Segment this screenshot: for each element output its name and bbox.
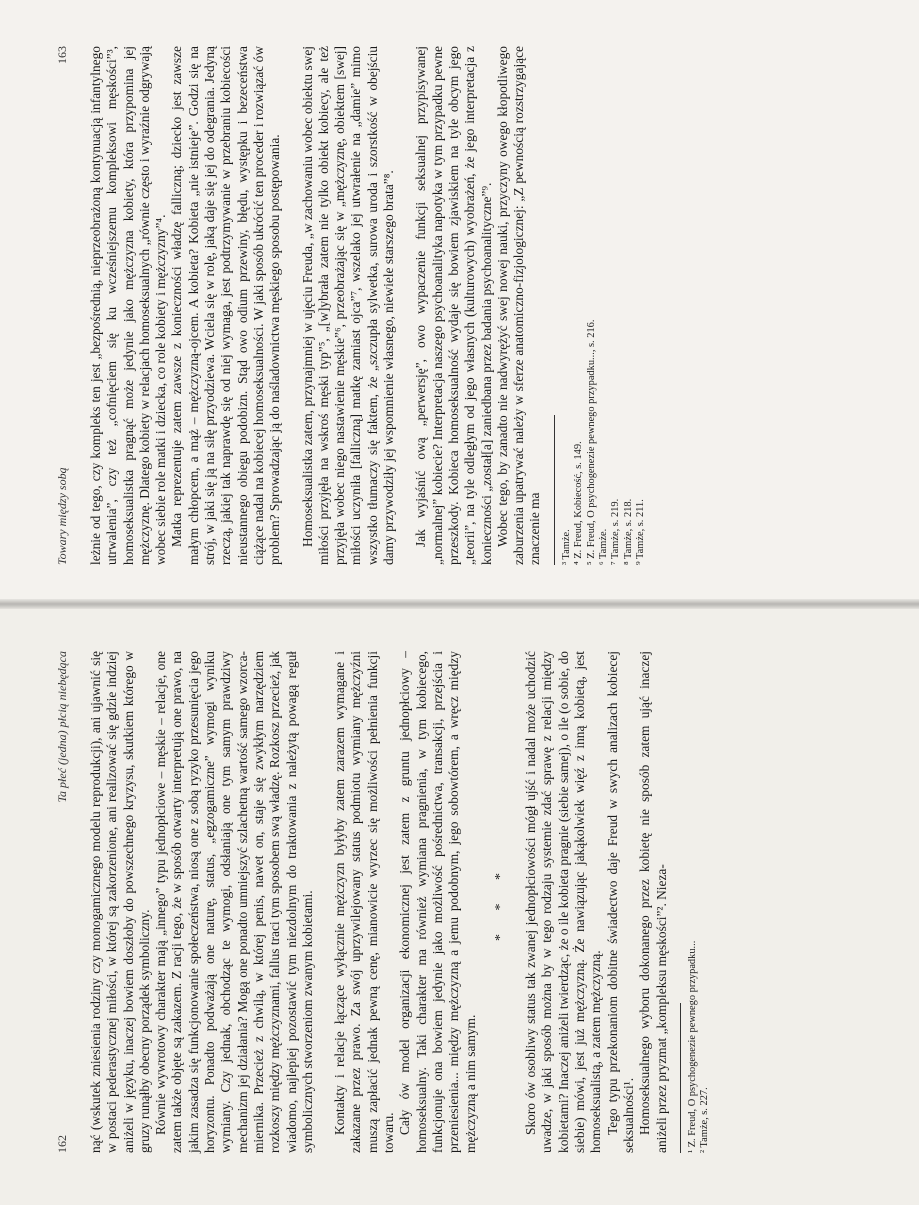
book-spine-shadow bbox=[0, 599, 919, 609]
footnote: ⁷ Tamże, s. 219. bbox=[610, 498, 622, 565]
footnote: ⁶ Tamże. bbox=[597, 528, 609, 565]
paragraph: Kontakty i relacje łączące wyłącznie mężczyzn byłyby zatem zarazem wymagane i zakazane przez prawo. Za swój uprzywilejowany status podmiotu wymiany mężczyźni muszą zapłacić jednak pewną cenę, mianowicie wyrzec się możliwości pełnienia funkcji towaru. bbox=[332, 651, 397, 1153]
left-footnotes bbox=[687, 651, 712, 1153]
paragraph: Równie wywrotowy charakter mają „innego” typu jednopłciowe – męskie – relacje, one zatem także objęte są zakazem. Z racji tego, że w sposób otwarty interpretują one prawo, na jakim zasadza się funkcjonowanie społeczeństwa, niosą one z sobą ryzyko przesunięcia jego horyzontu. Ponadto podważają one naturę, status, „egzogamiczne” wymogi wyniku wymiany. Czy jednak, obchodząc te wymogi, odsłaniają one tym samym prawdziwy mechanizm jej działania? Mogą one ponadto umniejszyć szlachetną wartość samego wzorca-miernika. Przecież z chwilą, w której penis, nawet on, staje się zwykłym narzędziem rozkoszy między mężczyznami, fallus traci tym sposobem swą władzę. Rozkosz przecież, jak wiadomo, najlepiej pozostawić tym niezdolnym do traktowania z należytą powagą reguł symbolicznych stworzeniom zwanym kobietami. bbox=[153, 651, 315, 1153]
left-body bbox=[88, 651, 670, 1153]
left-page bbox=[0, 605, 919, 1205]
left-header bbox=[55, 651, 70, 1153]
paragraph: Homoseksualistka zatem, przynajmniej w ujęciu Freuda, „w zachowaniu wobec obiektu swej miłości przyjęła na wskroś męski typ”⁵, „[w]ybrała zatem nie tylko obiekt kobiecy, ale też przyjęła wobec niego nastawienie męskie”⁶, przeobrażając się w „mężczyznę, obiektem [swej] miłości uczyniła [falliczną] matkę zamiast ojca”⁷, wszelako jej utwrałenie na „damie” mimo wszystko tłumaczy się faktem, że „szczupła sylwetka, surowa uroda i szorstkość w obejściu damy przywodziły jej wspomnienie własnego, niewiele starszego brata”⁸. bbox=[299, 46, 397, 565]
footnote: ⁸ Tamże, s. 218. bbox=[622, 498, 634, 565]
footnote: ² Tamże, s. 227. bbox=[699, 1087, 711, 1153]
left-page-number: 162 bbox=[55, 1135, 69, 1153]
paragraph: Jak wyjaśnić ową „perwersję”, owo wypaczenie funkcji seksualnej przypisywanej „normalnej” kobiecie? Interpretacja naszego psychoanalityka napotyka w tym przypadku pewne przeszkody. Kobieca homoseksualność wydaje się bowiem zjawiskiem na tyle obcym jego „teorii”, na tyle odległym od jego własnych (kulturowych) wyobrażeń, że jego interpretacja z konieczności „został[a] zaniedbana przez badania psychoanalityczne”⁹. bbox=[413, 46, 494, 565]
section-break: * * * bbox=[492, 863, 508, 941]
paragraph: Skoro ów osobliwy status tak zwanej jednopłciowości mógł ujść i nadal może uchodzić uwadze, w jaki sposób można by w tego rodzaju systemie zdać sprawę z relacji między kobietami? Inaczej aniżeli twierdząc, że o ile kobieta pragnie (siebie samej), o ile (o sobie, do siebie) mówi, jest już mężczyzną. Że nawiązując jakąkolwiek więź z inną kobietą, jest homoseksualistą, a zatem mężczyzną. bbox=[523, 651, 604, 1153]
paragraph: Wobec tego, by zanadto nie nadwyrężyć swej nowej nauki, przyczyny owego kłopotliwego zaburzenia upatrywać należy w sferze anatomiczno-fizjologicznej: „Z pewnością rozstrzygające znaczenie ma bbox=[494, 46, 543, 565]
paragraph: Matka reprezentuje zatem zawsze z konieczności władzę falliczną; dziecko jest zawsze małym chłopcem, a mąż – mężczyzną-ojcem. A kobieta? Kobieta „nie istnieje”. Godzi się na strój, w jaki się ją na siłę przyodziewa. Wciela się w rolę, jaką daje się jej do odegrania. Jedyną rzeczą, jakiej tak naprawdę się od niej wymaga, jest podtrzymywanie w przebraniu kobiecości nieustannego obiegu podobizn. Stąd owo odium przewiny, błędu, występku i bezeceństwa ciążące nadal na kobiecej homoseksualności. W jaki sposób ukrócić ten proceder i rozwiązać ów problem? Sprowadzając ją do naśladownictwa męskiego sposobu postępowania. bbox=[169, 46, 283, 565]
right-header bbox=[55, 46, 70, 565]
right-body bbox=[88, 46, 544, 565]
footnote: ³ Tamże. bbox=[560, 529, 572, 565]
right-footnotes bbox=[561, 46, 648, 565]
paragraph: nąć (wskutek zniesienia rodziny czy monogamicznego modelu reprodukcji), ani ujawnić się w postaci pederastycznej miłości, w której są zakorzenione, ani realizować się gdzie indziej aniżeli w języku, inaczej bowiem doszłoby do powszechnego kryzysu, skutkiem którego w gruzy runąłby obecny porządek symboliczny. bbox=[88, 651, 152, 1153]
footnote-rule bbox=[680, 1003, 681, 1153]
paragraph: Cały ów model organizacji ekonomicznej jest zatem z gruntu jednopłciowy – homoseksualny. Taki charakter ma również wymiana pragnienia, w tym kobiecego, funkcjonuje ona bowiem jedynie jako możliwość pośrednictwa, transakcji, przejścia i przeniesienia... między mężczyzną a jemu podobnym, jego sobowtórem, a wręcz między mężczyzną a nim samym. bbox=[397, 651, 478, 1153]
paragraph: Homoseksualnego wyboru dokonanego przez kobietę nie sposób zatem ująć inaczej aniżeli przez pryzmat „kompleksu męskości”². Nieza- bbox=[637, 651, 669, 1153]
footnote: ⁵ Z. Freud, O psychogenezie pewnego przypadku..., s. 216. bbox=[585, 319, 597, 565]
right-running-title: Towary między sobą bbox=[55, 467, 69, 565]
left-running-title: Ta płeć (jedna) płcią niebędąca bbox=[55, 651, 69, 803]
footnote: ⁹ Tamże, s. 211. bbox=[635, 499, 647, 565]
footnote-rule bbox=[554, 415, 555, 565]
right-page-number: 163 bbox=[55, 46, 69, 64]
footnote: ⁴ Z. Freud, Kobiecość, s. 149. bbox=[573, 441, 585, 565]
footnote: ¹ Z. Freud, O psychogenezie pewnego przypadku... bbox=[686, 940, 698, 1153]
paragraph: Tego typu przekonaniom dobitne świadectwo daje Freud w swych analizach kobiecej seksualności¹. bbox=[604, 651, 636, 1153]
paragraph: leżnie od tego, czy kompleks ten jest „bezpośrednią, nieprzeobrażoną kontynuacją infantylnego utrwalenia”, czy też „cofnięciem się ku wcześniejszemu kompleksowi męskości”³, homoseksualistka pragnąć może jedynie jako mężczyzna kobiety, która przypomina jej mężczyznę. Dlatego kobiety w relacjach homoseksualnych „równie często i wyraźnie odgrywają wobec siebie role matki i dziecka, co role kobiety i mężczyzny”⁴. bbox=[88, 46, 169, 565]
